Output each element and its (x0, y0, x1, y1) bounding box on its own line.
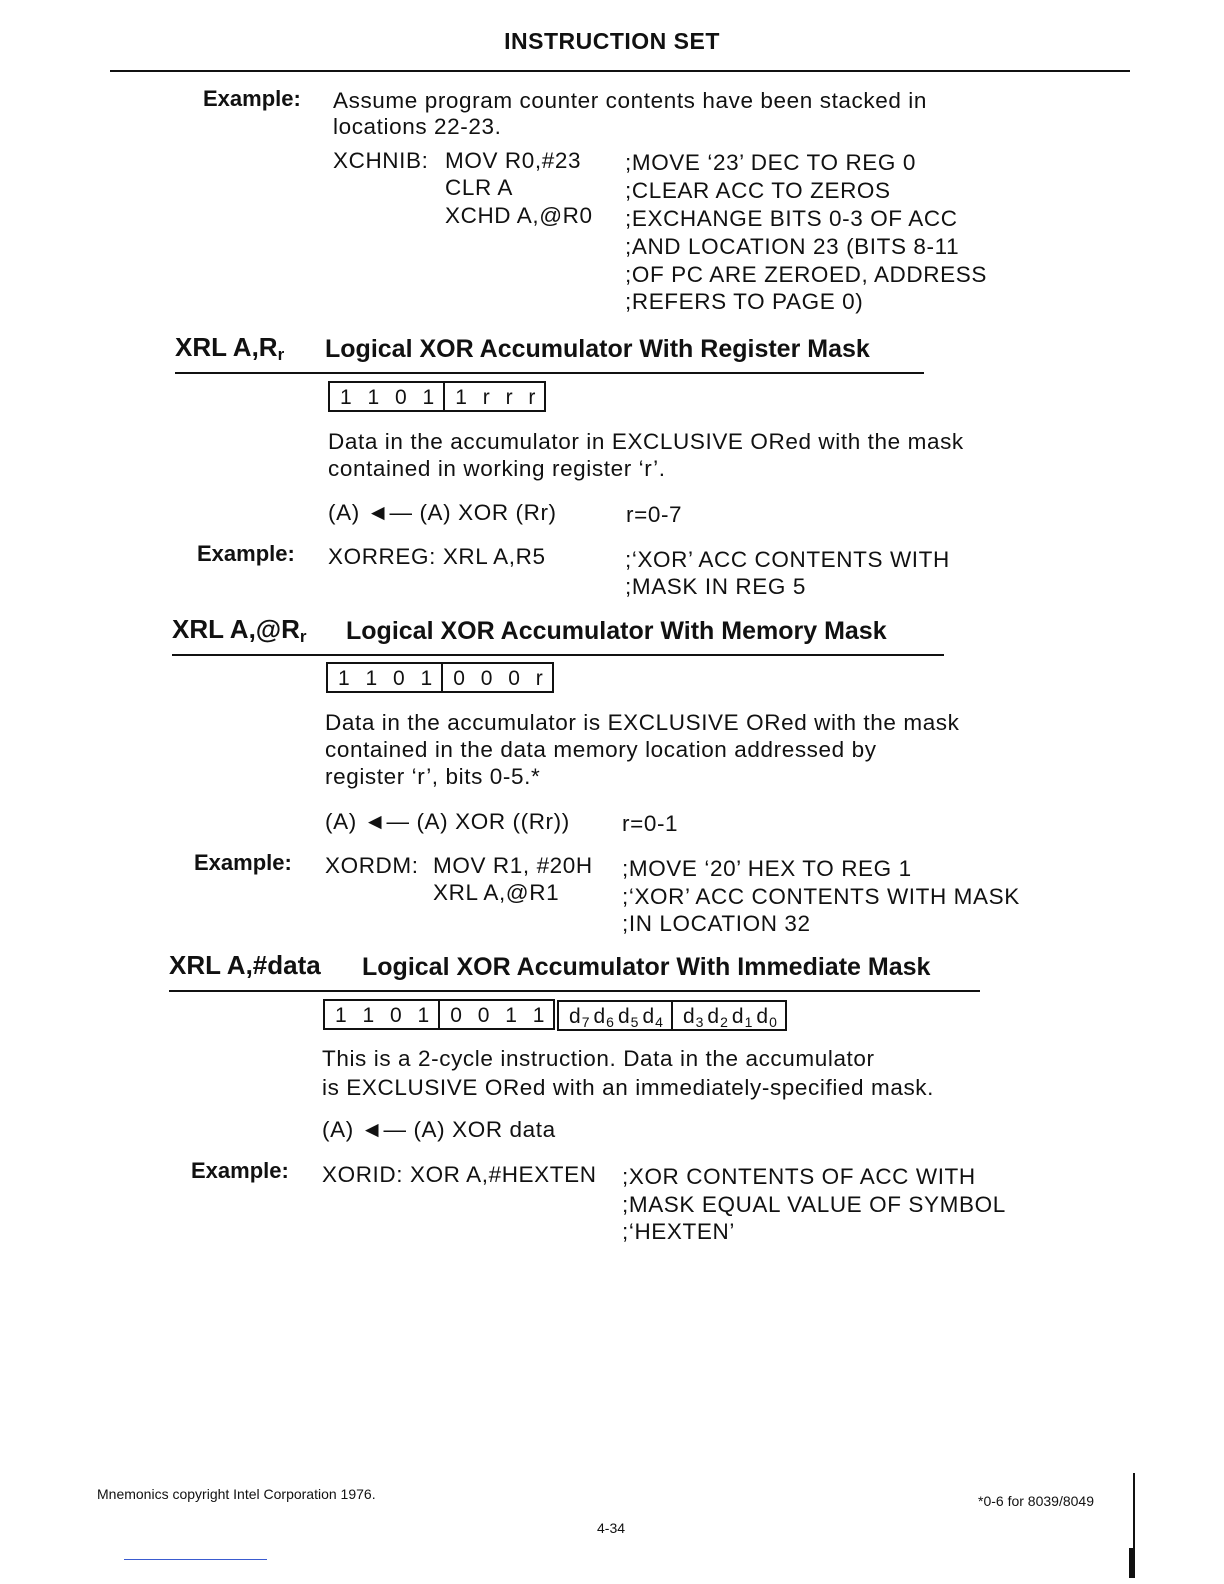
code-comment: ;XOR CONTENTS OF ACC WITH (622, 1164, 976, 1189)
instruction-title: Logical XOR Accumulator With Register Mask (325, 335, 870, 363)
code-comment: ;‘HEXTEN’ (622, 1219, 735, 1244)
description-line: Data in the accumulator in EXCLUSIVE ORed with the mask (328, 429, 964, 454)
example-label: Example: (203, 86, 301, 111)
immediate-data-box (557, 1000, 787, 1031)
description-line: contained in the data memory location addressed by (325, 737, 877, 762)
opcode-box (328, 381, 546, 412)
example-label: Example: (191, 1158, 289, 1183)
intro-text-line: locations 22-23. (333, 114, 502, 139)
section-rule (172, 654, 944, 656)
code-instruction: XCHD A,@R0 (445, 203, 593, 228)
operation-formula: (A) ◄— (A) XOR data (322, 1117, 556, 1142)
opcode-box (326, 662, 554, 693)
code-comment: ;AND LOCATION 23 (BITS 8-11 (625, 234, 960, 259)
scan-line (124, 1559, 267, 1560)
code-comment: ;EXCHANGE BITS 0-3 OF ACC (625, 206, 958, 231)
opcode-nibble-high: 1 1 0 1 (340, 386, 440, 409)
data-nibble-low: $d_3$ $d_2$ $d_1$ $d_0$ (671, 1002, 785, 1029)
code-line: XORID: XOR A,#HEXTEN (322, 1162, 597, 1187)
code-instruction: XRL A,@R1 (433, 880, 560, 905)
instruction-title: Logical XOR Accumulator With Immediate Mask (362, 953, 931, 981)
page-number: 4-34 (597, 1520, 626, 1536)
instruction-mnemonic: XRL $A,R_r$ (175, 332, 285, 364)
operation-formula: (A) ◄— (A) XOR ((Rr)) (325, 809, 570, 834)
opcode-nibble-low: 0 0 0 r (441, 664, 552, 691)
description-line: contained in working register ‘r’. (328, 456, 666, 481)
code-comment: ;REFERS TO PAGE 0) (625, 289, 864, 314)
code-comment: ;‘XOR’ ACC CONTENTS WITH (625, 547, 950, 572)
description-line: This is a 2-cycle instruction. Data in the accumulator (322, 1046, 875, 1071)
instruction-mnemonic: XRL A,#data (169, 950, 321, 980)
instruction-mnemonic: XRL $A,@R_r$ (172, 614, 307, 646)
opcode-box (323, 999, 555, 1030)
code-label: XORDM: (325, 853, 419, 878)
copyright-note: Mnemonics copyright Intel Corporation 1976. (97, 1486, 376, 1502)
code-instruction: MOV R0,#23 (445, 148, 582, 173)
code-comment: ;MOVE ‘20’ HEX TO REG 1 (622, 856, 912, 881)
opcode-nibble-high: 1 1 0 1 (335, 1004, 435, 1027)
operand-range: r=0-7 (626, 502, 683, 527)
code-comment: ;OF PC ARE ZEROED, ADDRESS (625, 262, 987, 287)
data-nibble-high: $d_7$ $d_6$ $d_5$ $d_4$ (569, 1005, 664, 1030)
code-line: XORREG: XRL A,R5 (328, 544, 546, 569)
code-comment: ;MASK IN REG 5 (625, 574, 806, 599)
example-label: Example: (197, 541, 295, 566)
description-line: Data in the accumulator is EXCLUSIVE ORed with the mask (325, 710, 960, 735)
section-rule (175, 372, 924, 374)
page-title: INSTRUCTION SET (504, 28, 720, 54)
description-line: register ‘r’, bits 0-5.* (325, 764, 541, 789)
code-comment: ;MASK EQUAL VALUE OF SYMBOL (622, 1192, 1006, 1217)
code-comment: ;IN LOCATION 32 (622, 911, 811, 936)
code-comment: ;‘XOR’ ACC CONTENTS WITH MASK (622, 884, 1020, 909)
operand-range: r=0-1 (622, 811, 679, 836)
example-label: Example: (194, 850, 292, 875)
header-rule (110, 70, 1130, 72)
intro-text-line: Assume program counter contents have been stacked in (333, 88, 928, 113)
opcode-nibble-low: 1 r r r (443, 383, 544, 410)
code-comment: ;CLEAR ACC TO ZEROS (625, 178, 891, 203)
code-instruction: MOV R1, #20H (433, 853, 593, 878)
code-instruction: CLR A (445, 175, 514, 200)
instruction-title: Logical XOR Accumulator With Memory Mask (346, 617, 887, 645)
margin-mark (1129, 1548, 1135, 1578)
code-label: XCHNIB: (333, 148, 429, 173)
operation-formula: (A) ◄— (A) XOR (Rr) (328, 500, 557, 525)
code-comment: ;MOVE ‘23’ DEC TO REG 0 (625, 150, 916, 175)
opcode-nibble-low: 0 0 1 1 (438, 1001, 553, 1028)
section-rule (169, 990, 980, 992)
description-line: is EXCLUSIVE ORed with an immediately-specified mask. (322, 1075, 935, 1100)
footnote: *0-6 for 8039/8049 (978, 1493, 1094, 1509)
opcode-nibble-high: 1 1 0 1 (338, 667, 438, 690)
